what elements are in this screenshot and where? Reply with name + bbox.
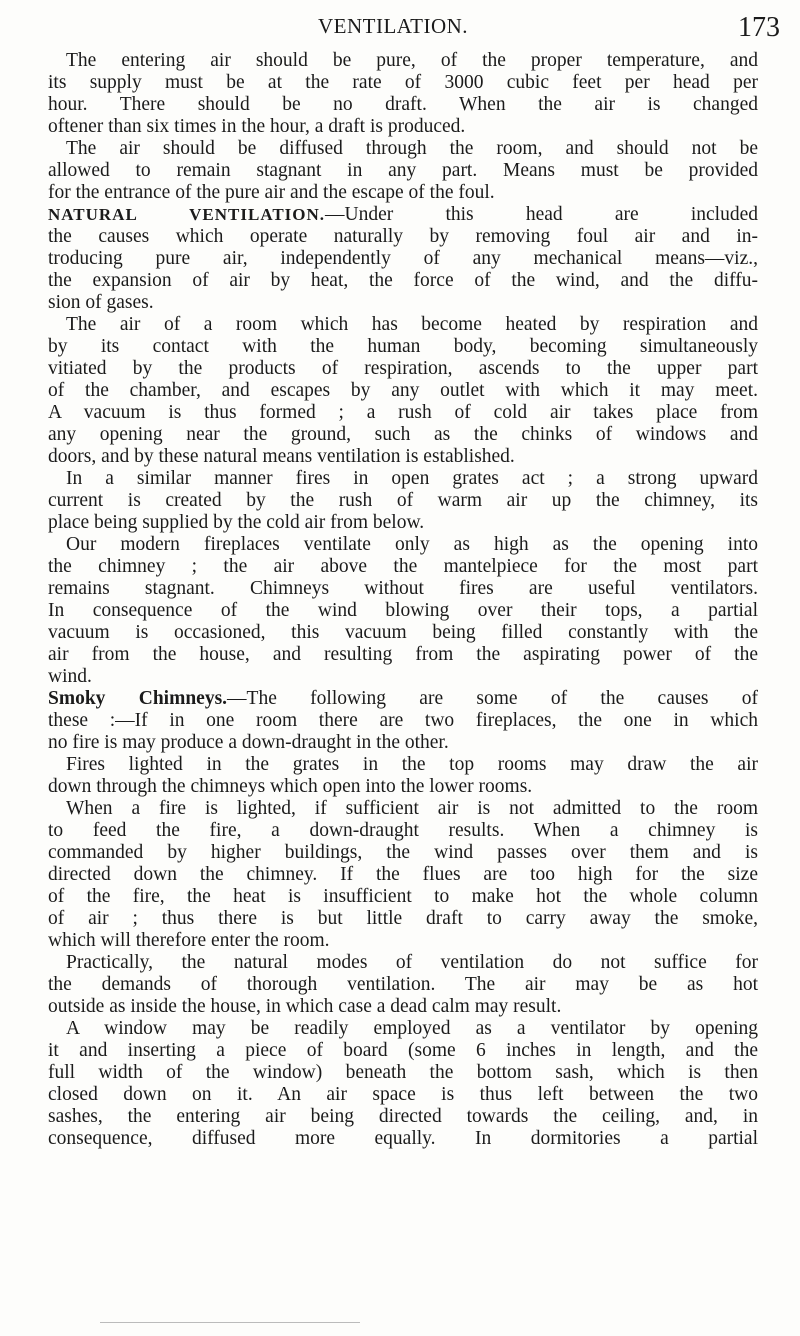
line-text: Practically, the natural modes of ventilation do not suffice for <box>66 952 758 973</box>
line-text: these :—If in one room there are two fireplaces, the one in which <box>48 710 758 731</box>
text-line <box>48 50 758 72</box>
line-text: it and inserting a piece of board (some 6 inches in length, and the <box>48 1040 758 1061</box>
text-line <box>48 138 758 160</box>
line-text: hour. There should be no draft. When the air is changed <box>48 94 758 115</box>
line-text: A vacuum is thus formed ; a rush of cold air takes place from <box>48 402 758 423</box>
text-line <box>48 94 758 116</box>
text-line <box>48 226 758 248</box>
line-text: directed down the chimney. If the flues are too high for the size <box>48 864 758 885</box>
text-line <box>48 446 758 468</box>
line-text: for the entrance of the pure air and the escape of the foul. <box>48 182 495 203</box>
text-line <box>48 1084 758 1106</box>
line-text: outside as inside the house, in which case a dead calm may result. <box>48 996 562 1017</box>
line-text: sashes, the entering air being directed towards the ceiling, and, in <box>48 1106 758 1127</box>
text-line <box>48 820 758 842</box>
line-text: its supply must be at the rate of 3000 cubic feet per head per <box>48 72 758 93</box>
line-text: to feed the fire, a down-draught results. When a chimney is <box>48 820 758 841</box>
line-text: When a fire is lighted, if sufficient air is not admitted to the room <box>66 798 758 819</box>
bottom-rule <box>100 1322 360 1323</box>
text-line <box>48 1062 758 1084</box>
line-text: vitiated by the products of respiration, ascends to the upper part <box>48 358 758 379</box>
line-text: A window may be readily employed as a ventilator by opening <box>66 1018 758 1039</box>
text-line <box>48 688 758 710</box>
body-text <box>48 50 758 1150</box>
page-number: 173 <box>738 12 780 43</box>
text-line <box>48 182 758 204</box>
text-line <box>48 776 758 798</box>
line-text: by its contact with the human body, becoming simultaneously <box>48 336 758 357</box>
text-line <box>48 644 758 666</box>
text-line <box>48 248 758 270</box>
line-text: commanded by higher buildings, the wind passes over them and is <box>48 842 758 863</box>
text-line <box>48 886 758 908</box>
text-line <box>48 710 758 732</box>
line-text: air from the house, and resulting from the aspirating power of the <box>48 644 758 665</box>
line-text: In a similar manner fires in open grates act ; a strong upward <box>66 468 758 489</box>
text-line <box>48 358 758 380</box>
text-line <box>48 952 758 974</box>
text-line <box>48 204 758 226</box>
line-text: full width of the window) beneath the bottom sash, which is then <box>48 1062 758 1083</box>
line-text: allowed to remain stagnant in any part. Means must be provided <box>48 160 758 181</box>
line-text: no fire is may produce a down-draught in the other. <box>48 732 449 753</box>
line-text: sion of gases. <box>48 292 154 313</box>
text-line <box>48 842 758 864</box>
text-line <box>48 468 758 490</box>
text-line <box>48 930 758 952</box>
line-text: Fires lighted in the grates in the top rooms may draw the air <box>66 754 758 775</box>
line-text: any opening near the ground, such as the chinks of windows and <box>48 424 758 445</box>
text-line <box>48 556 758 578</box>
line-text: current is created by the rush of warm air up the chimney, its <box>48 490 758 511</box>
line-text: down through the chimneys which open into the lower rooms. <box>48 776 533 797</box>
line-text: of the fire, the heat is insufficient to make hot the whole column <box>48 886 758 907</box>
line-text: vacuum is occasioned, this vacuum being filled constantly with the <box>48 622 758 643</box>
line-text: troducing pure air, independently of any mechanical means—viz., <box>48 248 758 269</box>
line-text: The air should be diffused through the room, and should not be <box>66 138 758 159</box>
text-line <box>48 534 758 556</box>
text-line <box>48 270 758 292</box>
line-text: doors, and by these natural means ventilation is established. <box>48 446 515 467</box>
text-line <box>48 1106 758 1128</box>
text-line <box>48 512 758 534</box>
text-line <box>48 974 758 996</box>
line-text: of the chamber, and escapes by any outlet with which it may meet. <box>48 380 758 401</box>
text-line <box>48 490 758 512</box>
text-line <box>48 314 758 336</box>
text-line <box>48 732 758 754</box>
text-line <box>48 1040 758 1062</box>
line-text: —The following are some of the causes of <box>227 688 758 709</box>
text-line <box>48 72 758 94</box>
text-line <box>48 380 758 402</box>
line-text: the expansion of air by heat, the force of the wind, and the diffu- <box>48 270 758 291</box>
text-line <box>48 424 758 446</box>
section-heading: NATURAL VENTILATION. <box>48 205 326 224</box>
text-line <box>48 622 758 644</box>
line-text: In consequence of the wind blowing over their tops, a partial <box>48 600 758 621</box>
text-line <box>48 1018 758 1040</box>
line-text: which will therefore enter the room. <box>48 930 330 951</box>
text-line <box>48 754 758 776</box>
text-line <box>48 292 758 314</box>
line-text: remains stagnant. Chimneys without fires are useful ventilators. <box>48 578 758 599</box>
line-text: the chimney ; the air above the mantelpiece for the most part <box>48 556 758 577</box>
text-line <box>48 798 758 820</box>
line-text: oftener than six times in the hour, a draft is produced. <box>48 116 466 137</box>
line-text: the causes which operate naturally by removing foul air and in- <box>48 226 758 247</box>
line-text: Our modern fireplaces ventilate only as high as the opening into <box>66 534 758 555</box>
subsection-heading: Smoky Chimneys. <box>48 688 228 709</box>
text-line <box>48 600 758 622</box>
line-text: The entering air should be pure, of the proper temperature, and <box>66 50 758 71</box>
text-line <box>48 666 758 688</box>
text-line <box>48 402 758 424</box>
text-line <box>48 160 758 182</box>
line-text: —Under this head are included <box>325 204 758 225</box>
text-line <box>48 578 758 600</box>
running-head <box>60 14 780 44</box>
line-text: of air ; thus there is but little draft to carry away the smoke, <box>48 908 758 929</box>
text-line <box>48 116 758 138</box>
text-line <box>48 996 758 1018</box>
text-line <box>48 1128 758 1150</box>
line-text: place being supplied by the cold air from below. <box>48 512 425 533</box>
text-line <box>48 864 758 886</box>
text-line <box>48 336 758 358</box>
line-text: wind. <box>48 666 92 687</box>
line-text: The air of a room which has become heated by respiration and <box>66 314 758 335</box>
line-text: the demands of thorough ventilation. The air may be as hot <box>48 974 758 995</box>
line-text: consequence, diffused more equally. In dormitories a partial <box>48 1128 758 1149</box>
line-text: closed down on it. An air space is thus left between the two <box>48 1084 758 1105</box>
page-header-title: VENTILATION. <box>318 14 469 38</box>
text-line <box>48 908 758 930</box>
